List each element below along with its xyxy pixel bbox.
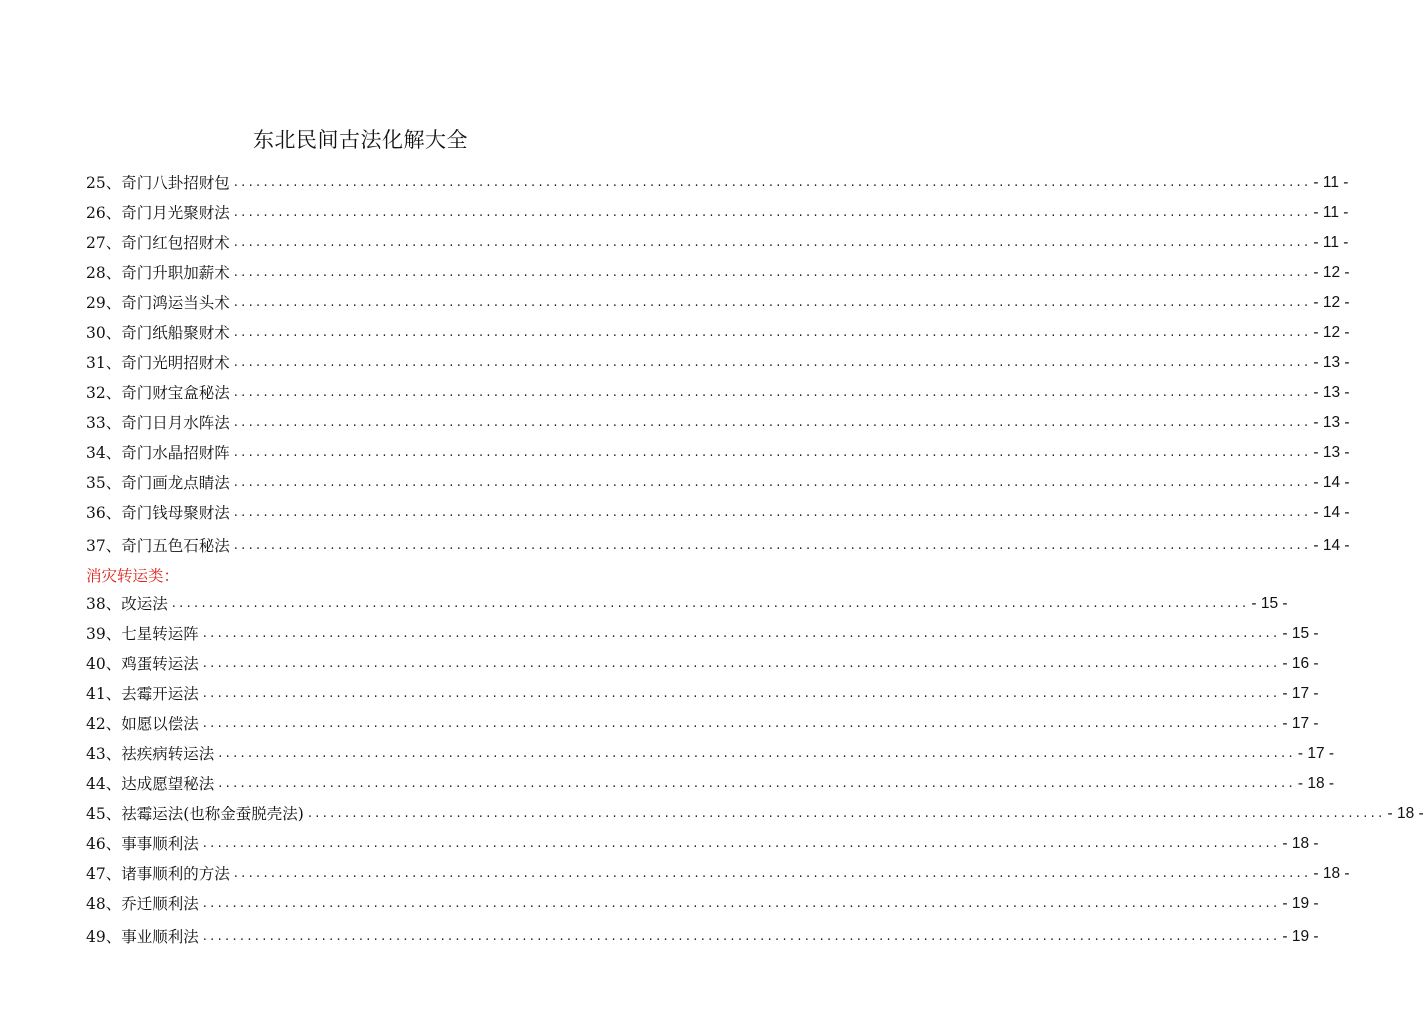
toc-leader-dots: ................................................................................................................................................. [233,475,1312,490]
toc-leader-dots: ................................................................................................................................................. [233,355,1312,370]
toc-entry[interactable] [86,619,1319,649]
toc-leader-dots: ................................................................................................................................................. [202,626,1281,641]
toc-entry-page: - 17 - [1297,745,1335,762]
toc-entry[interactable] [86,739,1335,769]
toc-entry-title: 38、改运法 [86,595,168,613]
toc-leader-dots: ................................................................................................................................................. [202,686,1281,701]
toc-entry-title: 41、去霉开运法 [86,685,199,703]
toc-entry[interactable] [86,438,1350,468]
toc-entry-page: - 17 - [1282,715,1319,732]
toc-entry-page: - 16 - [1282,655,1319,672]
toc-leader-dots: ................................................................................................................................................. [218,746,1296,761]
toc-entry-title: 36、奇门钱母聚财法 [86,504,230,522]
toc-entry-title: 34、奇门水晶招财阵 [86,444,230,462]
toc-entry[interactable] [86,799,1424,829]
toc-entry[interactable] [86,922,1319,952]
toc-entry-title: 35、奇门画龙点睛法 [86,474,230,492]
toc-entry-title: 40、鸡蛋转运法 [86,655,199,673]
toc-entry-title: 28、奇门升职加薪术 [86,264,230,282]
toc-leader-dots: ................................................................................................................................................. [233,385,1312,400]
toc-entry-title: 26、奇门月光聚财法 [86,204,230,222]
toc-entry-title: 39、七星转运阵 [86,625,199,643]
toc-entry[interactable] [86,288,1350,318]
toc-entry[interactable] [86,859,1350,889]
toc-entry-page: - 19 - [1282,928,1319,945]
toc-entry-title: 48、乔迁顺利法 [86,895,199,913]
page-title: 东北民间古法化解大全 [253,128,468,152]
toc-entry[interactable] [86,258,1350,288]
toc-entry-page: - 13 - [1313,414,1350,431]
toc-entry-page: - 18 - [1313,865,1350,882]
toc-entry-page: - 18 - [1297,775,1335,792]
toc-leader-dots: ................................................................................................................................................. [233,538,1312,553]
toc-leader-dots: ................................................................................................................................................. [202,716,1281,731]
toc-leader-dots: ................................................................................................................................................. [233,175,1312,190]
toc-entry[interactable] [86,408,1350,438]
toc-entry[interactable] [86,318,1350,348]
toc-entry-page: - 11 - [1313,204,1349,221]
toc-entry-title: 32、奇门财宝盒秘法 [86,384,230,402]
toc-leader-dots: ................................................................................................................................................. [218,776,1296,791]
toc-entry-title: 29、奇门鸿运当头术 [86,294,230,312]
toc-entry-page: - 18 - [1387,805,1424,822]
toc-entry-title: 25、奇门八卦招财包 [86,174,230,192]
toc-entry-page: - 12 - [1313,294,1350,311]
toc-entry-title: 27、奇门红包招财术 [86,234,230,252]
toc-entry-page: - 19 - [1282,895,1319,912]
toc-leader-dots: ................................................................................................................................................. [233,415,1312,430]
toc-leader-dots: ................................................................................................................................................. [233,235,1312,250]
toc-entry-title: 31、奇门光明招财术 [86,354,230,372]
section-heading: 消灾转运类： [86,567,180,585]
toc-entry-title: 49、事业顺利法 [86,928,199,946]
toc-entry[interactable] [86,228,1349,258]
toc-entry-title: 42、如愿以偿法 [86,715,199,733]
toc-entry[interactable] [86,198,1349,228]
toc-entry[interactable] [86,468,1350,498]
toc-leader-dots: ................................................................................................................................................. [233,866,1312,881]
toc-entry-page: - 13 - [1313,444,1350,461]
toc-leader-dots: ................................................................................................................................................. [307,806,1386,821]
toc-entry-title: 43、祛疾病转运法 [86,745,215,763]
toc-entry[interactable] [86,378,1350,408]
toc-entry-title: 33、奇门日月水阵法 [86,414,230,432]
toc-entry-title: 47、诸事顺利的方法 [86,865,230,883]
toc-entry-title: 46、事事顺利法 [86,835,199,853]
toc-leader-dots: ................................................................................................................................................. [202,836,1281,851]
toc-entry-page: - 15 - [1251,595,1288,612]
toc-entry-page: - 13 - [1313,354,1350,371]
toc-entry[interactable] [86,889,1319,919]
toc-entry-page: - 18 - [1282,835,1319,852]
toc-leader-dots: ................................................................................................................................................. [202,896,1281,911]
toc-entry-page: - 15 - [1282,625,1319,642]
toc-entry-title: 44、达成愿望秘法 [86,775,215,793]
toc-entry[interactable] [86,348,1350,378]
toc-entry-page: - 14 - [1313,537,1350,554]
toc-entry-page: - 11 - [1313,174,1349,191]
toc-entry[interactable] [86,649,1319,679]
toc-entry-title: 30、奇门纸船聚财术 [86,324,230,342]
toc-entry[interactable] [86,679,1319,709]
toc-leader-dots: ................................................................................................................................................. [233,205,1312,220]
toc-entry-page: - 17 - [1282,685,1319,702]
toc-entry-title: 45、祛霉运法(也称金蚕脱壳法) [86,805,304,823]
toc-leader-dots: ................................................................................................................................................. [233,265,1312,280]
toc-leader-dots: ................................................................................................................................................. [233,505,1312,520]
toc-entry[interactable] [86,498,1350,528]
toc-leader-dots: ................................................................................................................................................. [202,656,1281,671]
toc-entry-title: 37、奇门五色石秘法 [86,537,230,555]
toc-entry-page: - 14 - [1313,504,1350,521]
toc-leader-dots: ................................................................................................................................................. [233,295,1312,310]
toc-leader-dots: ................................................................................................................................................. [233,445,1312,460]
toc-entry[interactable] [86,531,1350,561]
toc-entry-page: - 13 - [1313,384,1350,401]
toc-entry-page: - 12 - [1313,264,1350,281]
toc-leader-dots: ................................................................................................................................................. [233,325,1312,340]
toc-leader-dots: ................................................................................................................................................. [202,929,1281,944]
toc-entry[interactable] [86,709,1319,739]
toc-entry-page: - 11 - [1313,234,1349,251]
toc-entry[interactable] [86,168,1349,198]
toc-entry[interactable] [86,589,1288,619]
toc-entry-page: - 14 - [1313,474,1350,491]
toc-leader-dots: ................................................................................................................................................. [171,596,1250,611]
toc-entry[interactable] [86,769,1335,799]
toc-entry-page: - 12 - [1313,324,1350,341]
toc-entry[interactable] [86,829,1319,859]
